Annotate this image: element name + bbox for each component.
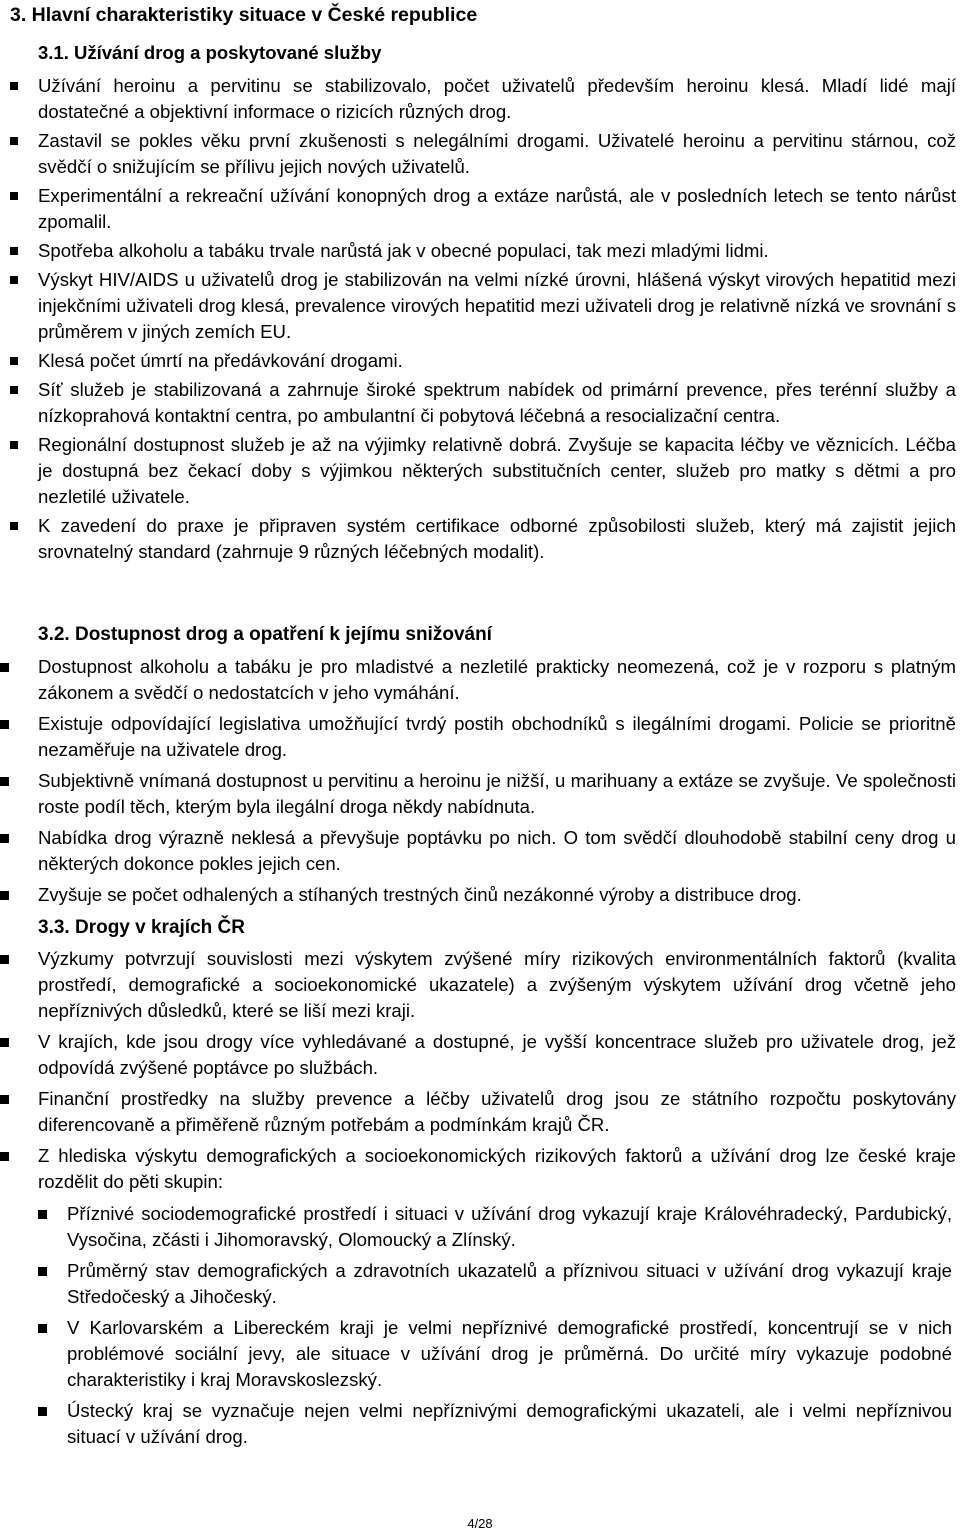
square-bullet-icon [0, 663, 9, 672]
section-3-2-list [0, 654, 960, 913]
sub-list-item [38, 1315, 956, 1393]
square-bullet-icon [0, 834, 9, 843]
square-bullet-icon [0, 720, 9, 729]
list-item [0, 128, 960, 180]
list-item [0, 238, 960, 264]
list-item [0, 1086, 960, 1138]
square-bullet-icon [0, 1152, 9, 1161]
list-item-text: Regionální dostupnost služeb je až na výjimky relativně dobrá. Zvyšuje se kapacita léčby ve věznicích. Léčba je dostupná bez čekací doby s výjimkou některých substitučních center, služeb pro matky s dětmi a pro nezletilé uživatele. [38, 434, 956, 507]
sub-list-item [38, 1201, 956, 1253]
list-item [0, 432, 960, 510]
square-bullet-icon [0, 1038, 9, 1047]
list-item-text: Existuje odpovídající legislativa umožňující tvrdý postih obchodníků s ilegálními drogami. Policie se prioritně nezaměřuje na uživatele drog. [38, 713, 956, 760]
list-item-text: Experimentální a rekreační užívání konopných drog a extáze narůstá, ale v posledních letech se tento nárůst zpomalil. [38, 185, 956, 232]
square-bullet-icon [10, 357, 18, 365]
list-item [0, 882, 960, 908]
list-item-text: Výskyt HIV/AIDS u uživatelů drog je stabilizován na velmi nízké úrovni, hlášená výskyt virových hepatitid mezi injekčními uživateli drog klesá, prevalence virových hepatitid mezi uživateli drog je relativně nízká ve srovnání s průměrem v jiných zemích EU. [38, 269, 956, 342]
list-item [0, 825, 960, 877]
square-bullet-icon [38, 1324, 47, 1333]
section-3-3-list [0, 946, 960, 1455]
list-item-text: Užívání heroinu a pervitinu se stabilizovalo, počet uživatelů především heroinu klesá. Mladí lidé mají dostatečné a objektivní informace o rizicích různých drog. [38, 75, 956, 122]
square-bullet-icon [10, 82, 18, 90]
sub-list-item-text: Příznivé sociodemografické prostředí i situaci v užívání drog vykazují kraje Královéhradecký, Pardubický, Vysočina, zčásti i Jihomoravský, Olomoucký a Zlínský. [67, 1203, 952, 1250]
sub-list-item [38, 1258, 956, 1310]
list-item [0, 267, 960, 345]
list-item [0, 1029, 960, 1081]
list-item-text: Nabídka drog výrazně neklesá a převyšuje poptávku po nich. O tom svědčí dlouhodobě stabilní ceny drog u některých dokonce pokles jejich cen. [38, 827, 956, 874]
section-heading-3-2: 3.2. Dostupnost drog a opatření k jejímu snižování [38, 624, 492, 645]
square-bullet-icon [10, 441, 18, 449]
list-item [0, 711, 960, 763]
list-item [0, 377, 960, 429]
section-3-1-list [0, 73, 960, 568]
square-bullet-icon [38, 1210, 47, 1219]
list-item [0, 654, 960, 706]
list-item-text: V krajích, kde jsou drogy více vyhledávané a dostupné, je vyšší koncentrace služeb pro uživatele drog, jež odpovídá zvýšené poptávce po službách. [38, 1031, 956, 1078]
list-item [0, 513, 960, 565]
square-bullet-icon [10, 522, 18, 530]
list-item [0, 73, 960, 125]
square-bullet-icon [10, 137, 18, 145]
square-bullet-icon [0, 891, 9, 900]
list-item [0, 183, 960, 235]
main-heading: 3. Hlavní charakteristiky situace v České republice [10, 4, 478, 26]
square-bullet-icon [10, 276, 18, 284]
sub-list-item-text: Průměrný stav demografických a zdravotních ukazatelů a příznivou situaci v užívání drog vykazují kraje Středočeský a Jihočeský. [67, 1260, 952, 1307]
sub-list-item-text: Ústecký kraj se vyznačuje nejen velmi nepříznivými demografickými ukazateli, ale i velmi nepříznivou situací v užívání drog. [67, 1400, 952, 1447]
sub-list-item-text: V Karlovarském a Libereckém kraji je velmi nepříznivé demografické prostředí, koncentrují se v nich problémové sociální jevy, ale situace v užívání drog je průměrná. Do určité míry vykazuje podobné charakteristiky i kraj Moravskoslezský. [67, 1317, 952, 1390]
list-item-text: Síť služeb je stabilizovaná a zahrnuje široké spektrum nabídek od primární prevence, přes terénní služby a nízkoprahová kontaktní centra, po ambulantní či pobytová léčebná a resocializační centra. [38, 379, 956, 426]
list-item-text: Z hlediska výskytu demografických a socioekonomických rizikových faktorů a užívání drog lze české kraje rozdělit do pěti skupin: [38, 1145, 956, 1192]
list-item-text: Zastavil se pokles věku první zkušenosti s nelegálními drogami. Uživatelé heroinu a pervitinu stárnou, což svědčí o snižujícím se přílivu jejich nových uživatelů. [38, 130, 956, 177]
square-bullet-icon [0, 1095, 9, 1104]
square-bullet-icon [0, 777, 9, 786]
square-bullet-icon [10, 192, 18, 200]
square-bullet-icon [38, 1407, 47, 1416]
square-bullet-icon [10, 247, 18, 255]
region-groups-sublist [38, 1201, 956, 1450]
list-item [0, 348, 960, 374]
section-heading-3-3: 3.3. Drogy v krajích ČR [38, 917, 245, 938]
sub-list-item [38, 1398, 956, 1450]
list-item [0, 1143, 960, 1450]
page-number: 4/28 [467, 1516, 493, 1531]
list-item-text: Klesá počet úmrtí na předávkování drogami. [38, 350, 403, 371]
list-item-text: Výzkumy potvrzují souvislosti mezi výskytem zvýšené míry rizikových environmentálních faktorů (kvalita prostředí, demografické a socioekonomické ukazatele) a zvýšeným výskytem užívání drog včetně jeho nepříznivých důsledků, které se liší mezi kraji. [38, 948, 956, 1021]
list-item-text: Dostupnost alkoholu a tabáku je pro mladistvé a nezletilé prakticky neomezená, což je v rozporu s platným zákonem a svědčí o nedostatcích v jeho vymáhání. [38, 656, 956, 703]
list-item-text: Zvyšuje se počet odhalených a stíhaných trestných činů nezákonné výroby a distribuce drog. [38, 884, 802, 905]
square-bullet-icon [10, 386, 18, 394]
square-bullet-icon [38, 1267, 47, 1276]
list-item-text: Finanční prostředky na služby prevence a léčby uživatelů drog jsou ze státního rozpočtu poskytovány diferencovaně a přiměřeně různým potřebám a podmínkám krajů ČR. [38, 1088, 956, 1135]
list-item-text: Spotřeba alkoholu a tabáku trvale narůstá jak v obecné populaci, tak mezi mladými lidmi. [38, 240, 769, 261]
section-heading-3-1: 3.1. Užívání drog a poskytované služby [38, 42, 382, 63]
list-item [0, 946, 960, 1024]
list-item-text: Subjektivně vnímaná dostupnost u pervitinu a heroinu je nižší, u marihuany a extáze se zvyšuje. Ve společnosti roste podíl těch, kterým byla ilegální droga někdy nabídnuta. [38, 770, 956, 817]
list-item [0, 768, 960, 820]
list-item-text: K zavedení do praxe je připraven systém certifikace odborné způsobilosti služeb, který má zajistit jejich srovnatelný standard (zahrnuje 9 různých léčebných modalit). [38, 515, 956, 562]
square-bullet-icon [0, 955, 9, 964]
